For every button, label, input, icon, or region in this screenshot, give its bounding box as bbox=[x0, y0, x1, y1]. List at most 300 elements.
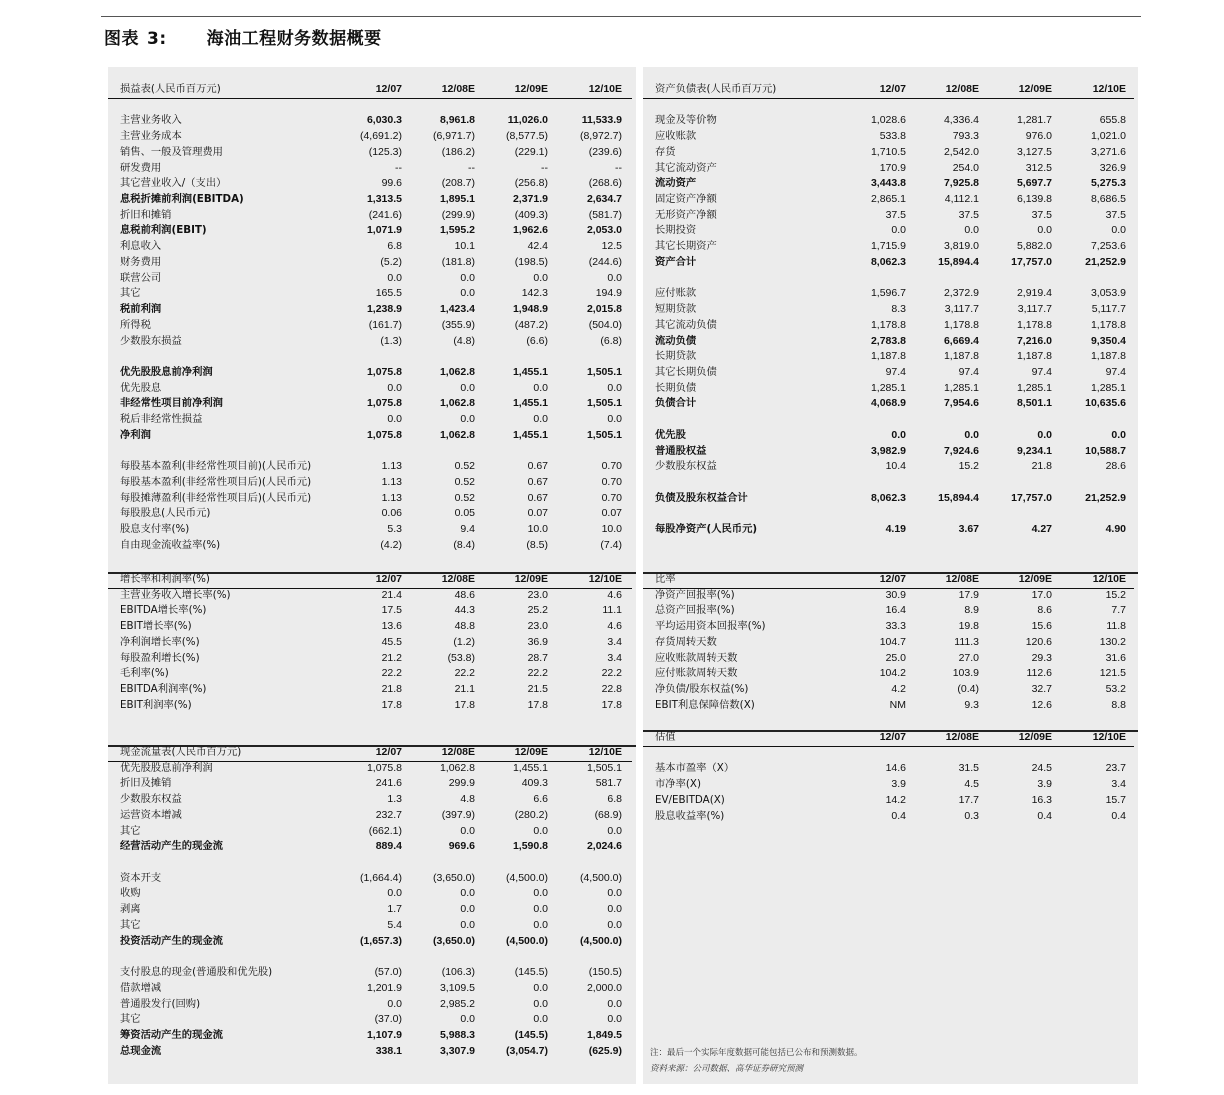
cell-1: 9.3 bbox=[964, 698, 979, 711]
table-row bbox=[643, 349, 1134, 365]
cell-0: 1,075.8 bbox=[366, 365, 402, 378]
cell-2: 5,882.0 bbox=[1016, 240, 1052, 253]
table-row bbox=[108, 475, 632, 491]
table-row bbox=[108, 871, 632, 887]
cell-3: 0.0 bbox=[607, 997, 622, 1010]
cell-0: 889.4 bbox=[375, 840, 402, 853]
cell-2: 12/09E bbox=[1018, 83, 1052, 95]
cell-0: -- bbox=[395, 161, 402, 174]
cell-0: 25.0 bbox=[885, 651, 906, 664]
cell-3: 2,000.0 bbox=[586, 981, 622, 994]
cell-2: 12/09E bbox=[514, 746, 548, 758]
cell-3: 130.2 bbox=[1099, 635, 1126, 648]
cell-1: 44.3 bbox=[454, 604, 475, 617]
cell-3: 21,252.9 bbox=[1085, 491, 1126, 504]
table-header bbox=[108, 82, 632, 99]
cell-0: (1,657.3) bbox=[359, 934, 402, 947]
cell-1: 2,372.9 bbox=[943, 287, 979, 300]
row-label: 息税折摊前利润(EBITDA) bbox=[120, 193, 244, 206]
row-label: 无形资产净额 bbox=[655, 208, 717, 221]
cell-1: 6,669.4 bbox=[943, 334, 979, 347]
cell-0: (1.3) bbox=[380, 334, 402, 347]
cell-0: (241.6) bbox=[368, 208, 402, 221]
row-label: 每股摊薄盈利(非经常性项目后)(人民币元) bbox=[120, 491, 312, 504]
row-label: 支付股息的现金(普通股和优先股) bbox=[120, 966, 273, 979]
table-row bbox=[108, 1028, 632, 1044]
cell-1: (299.9) bbox=[441, 208, 475, 221]
table-row bbox=[108, 522, 632, 538]
cell-1: (355.9) bbox=[441, 318, 475, 331]
table-row bbox=[108, 808, 632, 824]
cell-2: 0.67 bbox=[527, 476, 548, 488]
row-label: 固定资产净额 bbox=[655, 193, 717, 206]
cell-3: (150.5) bbox=[588, 966, 622, 979]
cell-0: 0.4 bbox=[891, 809, 906, 822]
row-label: 现金流量表(人民币百万元) bbox=[120, 746, 242, 758]
row-label: EBIT利润率(%) bbox=[120, 698, 192, 711]
row-label: 运营资本增减 bbox=[120, 808, 182, 821]
cell-0: 104.7 bbox=[879, 635, 906, 648]
cell-3: 1,021.0 bbox=[1090, 130, 1126, 143]
cell-1: -- bbox=[468, 161, 475, 174]
cell-3: 21,252.9 bbox=[1085, 255, 1126, 268]
table-row bbox=[643, 809, 1134, 825]
cell-1: 0.52 bbox=[454, 460, 475, 473]
cell-0: 0.06 bbox=[381, 507, 402, 520]
cell-3: (8,972.7) bbox=[579, 130, 622, 143]
table-header bbox=[108, 745, 632, 762]
table-row bbox=[108, 223, 632, 239]
cell-0: 8,062.3 bbox=[870, 491, 906, 504]
cell-0: 12/07 bbox=[375, 746, 402, 758]
cell-1: 0.0 bbox=[964, 428, 979, 441]
table-row bbox=[643, 603, 1134, 619]
cell-0: 12/07 bbox=[879, 731, 906, 743]
cell-3: (239.6) bbox=[588, 145, 622, 158]
cell-3: 1,505.1 bbox=[586, 397, 622, 410]
table-row bbox=[108, 286, 632, 302]
cell-2: 22.2 bbox=[527, 667, 548, 680]
cell-0: (4.2) bbox=[380, 538, 402, 551]
cell-2: (280.2) bbox=[514, 808, 548, 821]
cell-1: 0.0 bbox=[460, 271, 475, 284]
cell-1: 15.2 bbox=[958, 460, 979, 473]
table-row bbox=[108, 208, 632, 224]
table-header bbox=[643, 730, 1134, 747]
cell-3: 22.2 bbox=[601, 667, 622, 680]
cell-2: 23.0 bbox=[527, 620, 548, 633]
cell-0: 12/07 bbox=[375, 573, 402, 585]
row-label: 估值 bbox=[655, 731, 676, 743]
cell-1: 969.6 bbox=[448, 840, 475, 853]
cell-0: 6,030.3 bbox=[366, 114, 402, 127]
row-label: 资产负债表(人民币百万元) bbox=[655, 83, 777, 95]
table-row bbox=[643, 428, 1134, 444]
cell-1: 1,062.8 bbox=[439, 761, 475, 774]
cell-1: 0.3 bbox=[964, 809, 979, 822]
table-row bbox=[643, 522, 1134, 538]
row-label: 销售、一般及管理费用 bbox=[120, 145, 223, 158]
cell-0: 0.0 bbox=[387, 413, 402, 426]
row-label: 折旧和摊销 bbox=[120, 208, 172, 221]
cell-3: 12/10E bbox=[588, 573, 622, 585]
cell-2: 11,026.0 bbox=[507, 114, 548, 127]
table-row bbox=[108, 239, 632, 255]
table-row bbox=[643, 208, 1134, 224]
cell-1: 12/08E bbox=[945, 83, 979, 95]
cell-3: 1,178.8 bbox=[1090, 318, 1126, 331]
cell-0: 0.0 bbox=[387, 887, 402, 900]
row-label: 股息支付率(%) bbox=[120, 523, 190, 536]
cell-1: 17.8 bbox=[454, 698, 475, 711]
table-row bbox=[643, 334, 1134, 350]
row-label: EV/EBITDA(X) bbox=[655, 793, 725, 806]
cell-2: 15.6 bbox=[1031, 620, 1052, 633]
table-row bbox=[643, 176, 1134, 192]
table-row bbox=[643, 223, 1134, 239]
cell-2: 17.8 bbox=[527, 698, 548, 711]
table-row bbox=[108, 428, 632, 444]
figure-title bbox=[104, 24, 382, 49]
table-row bbox=[108, 1012, 632, 1028]
cell-1: 8,961.8 bbox=[439, 114, 475, 127]
row-label: 普通股发行(回购) bbox=[120, 997, 201, 1010]
table-row bbox=[108, 839, 632, 855]
cell-1: (4.8) bbox=[453, 334, 475, 347]
table-row bbox=[108, 635, 632, 651]
cell-1: 5,988.3 bbox=[439, 1028, 475, 1041]
cell-1: 12/08E bbox=[441, 83, 475, 95]
cell-2: 0.0 bbox=[1037, 224, 1052, 237]
cell-2: 16.3 bbox=[1031, 793, 1052, 806]
cell-0: 17.5 bbox=[381, 604, 402, 617]
row-label: 优先股股息前净利润 bbox=[120, 365, 213, 378]
cell-2: (487.2) bbox=[514, 318, 548, 331]
cell-2: (6.6) bbox=[526, 334, 548, 347]
cell-0: 22.2 bbox=[381, 667, 402, 680]
table-row bbox=[108, 965, 632, 981]
cell-2: 0.0 bbox=[533, 997, 548, 1010]
cell-0: 1,075.8 bbox=[366, 761, 402, 774]
cell-1: 1,062.8 bbox=[439, 397, 475, 410]
cell-3: 326.9 bbox=[1099, 161, 1126, 174]
table-row bbox=[643, 113, 1134, 129]
cell-3: 581.7 bbox=[595, 777, 622, 790]
table-row bbox=[108, 192, 632, 208]
cell-0: 2,865.1 bbox=[870, 193, 906, 206]
row-label: 普通股权益 bbox=[655, 444, 707, 457]
row-label: 毛利率(%) bbox=[120, 667, 169, 680]
table-row bbox=[108, 365, 632, 381]
cell-3: 4.6 bbox=[607, 620, 622, 633]
table-row bbox=[108, 271, 632, 287]
cell-2: 0.07 bbox=[527, 507, 548, 520]
cell-3: 2,024.6 bbox=[586, 840, 622, 853]
cell-0: 338.1 bbox=[375, 1044, 402, 1057]
row-label: 资本开支 bbox=[120, 871, 162, 884]
cell-1: 1,285.1 bbox=[943, 381, 979, 394]
cell-3: 4.90 bbox=[1105, 523, 1126, 536]
cell-2: 12.6 bbox=[1031, 698, 1052, 711]
table-row bbox=[108, 255, 632, 271]
cell-0: 5.4 bbox=[387, 918, 402, 931]
row-label: 自由现金流收益率(%) bbox=[120, 538, 221, 551]
table-row bbox=[643, 255, 1134, 271]
cell-1: (53.8) bbox=[447, 651, 475, 664]
table-row bbox=[108, 619, 632, 635]
table-row bbox=[643, 286, 1134, 302]
cell-0: 1,201.9 bbox=[366, 981, 402, 994]
cell-1: (181.8) bbox=[441, 255, 475, 268]
cell-3: 17.8 bbox=[601, 698, 622, 711]
cell-2: 17,757.0 bbox=[1011, 255, 1052, 268]
cell-0: 8.3 bbox=[891, 303, 906, 316]
cell-2: 0.0 bbox=[533, 1013, 548, 1026]
cell-1: (397.9) bbox=[441, 808, 475, 821]
row-label: 其它 bbox=[120, 1013, 141, 1026]
row-label: 净负债/股东权益(%) bbox=[655, 683, 749, 696]
cell-3: (6.8) bbox=[600, 334, 622, 347]
row-label: 市净率(X) bbox=[655, 778, 701, 791]
cell-2: 312.5 bbox=[1025, 161, 1052, 174]
cell-0: 1.13 bbox=[381, 460, 402, 473]
cell-1: 0.0 bbox=[460, 903, 475, 916]
cell-1: 0.0 bbox=[460, 1013, 475, 1026]
cell-3: 3.4 bbox=[1111, 778, 1126, 791]
cell-3: 8.8 bbox=[1111, 698, 1126, 711]
cell-2: 7,216.0 bbox=[1016, 334, 1052, 347]
cell-3: 121.5 bbox=[1099, 667, 1126, 680]
row-label: 应收账款 bbox=[655, 130, 697, 143]
table-row bbox=[108, 588, 632, 604]
cell-0: 14.6 bbox=[885, 762, 906, 775]
cell-3: (4,500.0) bbox=[579, 871, 622, 884]
cell-0: 1,107.9 bbox=[366, 1028, 402, 1041]
cell-3: 28.6 bbox=[1105, 460, 1126, 473]
cell-0: 4.19 bbox=[885, 523, 906, 536]
cell-2: 3,117.7 bbox=[1017, 303, 1052, 316]
row-label: 平均运用资本回报率(%) bbox=[655, 620, 766, 633]
cell-3: 0.4 bbox=[1111, 809, 1126, 822]
table-row bbox=[643, 145, 1134, 161]
row-label: 联营公司 bbox=[120, 271, 162, 284]
cell-2: (145.5) bbox=[514, 966, 548, 979]
table-row bbox=[108, 506, 632, 522]
cell-3: 2,053.0 bbox=[586, 224, 622, 237]
cell-2: 5,697.7 bbox=[1016, 177, 1052, 190]
cell-3: 1,505.1 bbox=[586, 761, 622, 774]
cell-1: 48.8 bbox=[454, 620, 475, 633]
table-row bbox=[108, 381, 632, 397]
cell-2: 976.0 bbox=[1025, 130, 1052, 143]
cell-3: (268.6) bbox=[588, 177, 622, 190]
cell-1: 7,954.6 bbox=[943, 397, 979, 410]
cell-2: 1,187.8 bbox=[1016, 350, 1052, 363]
table-row bbox=[643, 793, 1134, 809]
table-row bbox=[108, 176, 632, 192]
row-label: 应付账款 bbox=[655, 287, 697, 300]
table-row bbox=[108, 1044, 632, 1060]
row-label: 借款增减 bbox=[120, 981, 162, 994]
cell-2: (229.1) bbox=[514, 145, 548, 158]
cell-0: 17.8 bbox=[381, 698, 402, 711]
cell-2: 0.0 bbox=[533, 887, 548, 900]
cell-0: 99.6 bbox=[381, 177, 402, 190]
row-label: 利息收入 bbox=[120, 240, 162, 253]
row-label: 少数股东权益 bbox=[655, 460, 717, 473]
cell-1: 97.4 bbox=[958, 365, 979, 378]
cell-1: (6,971.7) bbox=[432, 130, 475, 143]
row-label: 所得税 bbox=[120, 318, 151, 331]
cell-0: 10.4 bbox=[885, 460, 906, 473]
cell-2: 0.67 bbox=[527, 491, 548, 504]
cell-3: 7.7 bbox=[1111, 604, 1126, 617]
row-label: 研发费用 bbox=[120, 161, 162, 174]
cell-1: 12/08E bbox=[441, 746, 475, 758]
row-label: 净利润 bbox=[120, 428, 151, 441]
cell-3: 0.70 bbox=[601, 476, 622, 488]
cell-1: 2,985.2 bbox=[439, 997, 475, 1010]
cell-3: 22.8 bbox=[601, 683, 622, 696]
cell-3: 9,350.4 bbox=[1090, 334, 1126, 347]
cell-3: 12/10E bbox=[588, 83, 622, 95]
cell-3: 3.4 bbox=[607, 651, 622, 664]
table-row bbox=[643, 588, 1134, 604]
cell-0: 6.8 bbox=[387, 240, 402, 253]
table-row bbox=[108, 997, 632, 1013]
cell-3: 12/10E bbox=[1092, 83, 1126, 95]
row-label: 应付账款周转天数 bbox=[655, 667, 738, 680]
cell-3: (244.6) bbox=[588, 255, 622, 268]
table-row bbox=[108, 666, 632, 682]
cell-2: 21.8 bbox=[1031, 460, 1052, 473]
cell-3: 6.8 bbox=[607, 793, 622, 806]
cell-3: 10,588.7 bbox=[1085, 444, 1126, 457]
figure-name: 海油工程财务数据概要 bbox=[206, 29, 382, 49]
cell-1: (106.3) bbox=[441, 966, 475, 979]
cell-2: (8,577.5) bbox=[505, 130, 548, 143]
cell-2: 9,234.1 bbox=[1016, 444, 1052, 457]
row-label: 每股基本盈利(非经常性项目前)(人民币元) bbox=[120, 460, 312, 473]
cell-2: 1,590.8 bbox=[512, 840, 548, 853]
cell-0: 0.0 bbox=[387, 997, 402, 1010]
table-row bbox=[643, 365, 1134, 381]
cell-3: 37.5 bbox=[1105, 208, 1126, 221]
cell-2: 0.0 bbox=[533, 271, 548, 284]
cell-2: 1,962.6 bbox=[512, 224, 548, 237]
cell-2: (4,500.0) bbox=[505, 934, 548, 947]
source-note: 资料来源：公司数据、高华证券研究预测 bbox=[650, 1064, 804, 1074]
row-label: 应收账款周转天数 bbox=[655, 651, 738, 664]
cell-2: 1,285.1 bbox=[1016, 381, 1052, 394]
row-label: 现金及等价物 bbox=[655, 114, 717, 127]
table-row bbox=[643, 666, 1134, 682]
table-row bbox=[643, 682, 1134, 698]
cell-3: 0.0 bbox=[607, 903, 622, 916]
row-label: 每股净资产(人民币元) bbox=[655, 523, 758, 536]
cell-3: 7,253.6 bbox=[1090, 240, 1126, 253]
cell-2: 17.0 bbox=[1031, 588, 1052, 601]
cell-1: 0.0 bbox=[460, 824, 475, 837]
row-label: EBITDA利润率(%) bbox=[120, 683, 207, 696]
row-label: 优先股息 bbox=[120, 381, 162, 394]
cell-0: 1,285.1 bbox=[870, 381, 906, 394]
cell-2: 29.3 bbox=[1031, 651, 1052, 664]
cell-2: 12/09E bbox=[514, 573, 548, 585]
footnote: 注：最后一个实际年度数据可能包括已公布和预测数据。 bbox=[650, 1048, 863, 1058]
cell-1: 3,109.5 bbox=[439, 981, 475, 994]
cell-3: -- bbox=[615, 161, 622, 174]
cell-1: 2,542.0 bbox=[943, 145, 979, 158]
table-row bbox=[108, 698, 632, 714]
cell-0: 12/07 bbox=[879, 573, 906, 585]
cell-2: 0.4 bbox=[1037, 809, 1052, 822]
table-header bbox=[643, 82, 1134, 99]
row-label: 净利润增长率(%) bbox=[120, 635, 200, 648]
row-label: 优先股股息前净利润 bbox=[120, 761, 213, 774]
cell-3: 11.8 bbox=[1106, 620, 1126, 633]
cell-3: 1,187.8 bbox=[1090, 350, 1126, 363]
cell-0: 3,982.9 bbox=[870, 444, 906, 457]
table-header bbox=[643, 572, 1134, 589]
cell-1: 3.67 bbox=[958, 523, 979, 536]
cell-0: 1.13 bbox=[381, 476, 402, 488]
row-label: 少数股东损益 bbox=[120, 334, 182, 347]
cell-1: 37.5 bbox=[958, 208, 979, 221]
cell-2: 24.5 bbox=[1031, 762, 1052, 775]
table-row bbox=[643, 459, 1134, 475]
cell-1: 27.0 bbox=[958, 651, 979, 664]
cell-2: 17,757.0 bbox=[1011, 491, 1052, 504]
table-row bbox=[643, 239, 1134, 255]
row-label: 剥离 bbox=[120, 903, 141, 916]
cell-1: 0.52 bbox=[454, 476, 475, 488]
figure-number: 3: bbox=[147, 29, 167, 49]
row-label: 其它流动负债 bbox=[655, 318, 717, 331]
cell-2: 12/09E bbox=[514, 83, 548, 95]
row-label: 短期贷款 bbox=[655, 303, 697, 316]
row-label: 其它长期负债 bbox=[655, 365, 717, 378]
cell-2: 12/09E bbox=[1018, 573, 1052, 585]
cell-0: 21.2 bbox=[381, 651, 402, 664]
cell-2: 0.0 bbox=[533, 824, 548, 837]
cell-2: 142.3 bbox=[521, 287, 548, 300]
cell-1: 12/08E bbox=[441, 573, 475, 585]
row-label: 长期负债 bbox=[655, 381, 697, 394]
cell-3: 0.0 bbox=[607, 887, 622, 900]
cell-3: 0.07 bbox=[601, 507, 622, 520]
table-row bbox=[108, 792, 632, 808]
cell-0: 21.8 bbox=[381, 683, 402, 696]
table-row bbox=[108, 334, 632, 350]
cell-3: 5,117.7 bbox=[1091, 303, 1126, 316]
table-row bbox=[643, 318, 1134, 334]
row-label: 增长率和利润率(%) bbox=[120, 573, 210, 585]
cell-0: 1,028.6 bbox=[870, 114, 906, 127]
row-label: 息税前利润(EBIT) bbox=[120, 224, 207, 237]
cell-0: (37.0) bbox=[374, 1013, 402, 1026]
cell-3: 194.9 bbox=[595, 287, 622, 300]
row-label: 其它流动资产 bbox=[655, 161, 717, 174]
cell-2: 0.0 bbox=[1037, 428, 1052, 441]
cell-0: 2,783.8 bbox=[870, 334, 906, 347]
cell-3: 15.2 bbox=[1105, 588, 1126, 601]
cell-3: 0.0 bbox=[1111, 428, 1126, 441]
row-label: 每股股息(人民币元) bbox=[120, 507, 211, 520]
cell-1: 299.9 bbox=[448, 777, 475, 790]
cell-1: 8.9 bbox=[964, 604, 979, 617]
cell-1: 4,112.1 bbox=[944, 193, 979, 206]
